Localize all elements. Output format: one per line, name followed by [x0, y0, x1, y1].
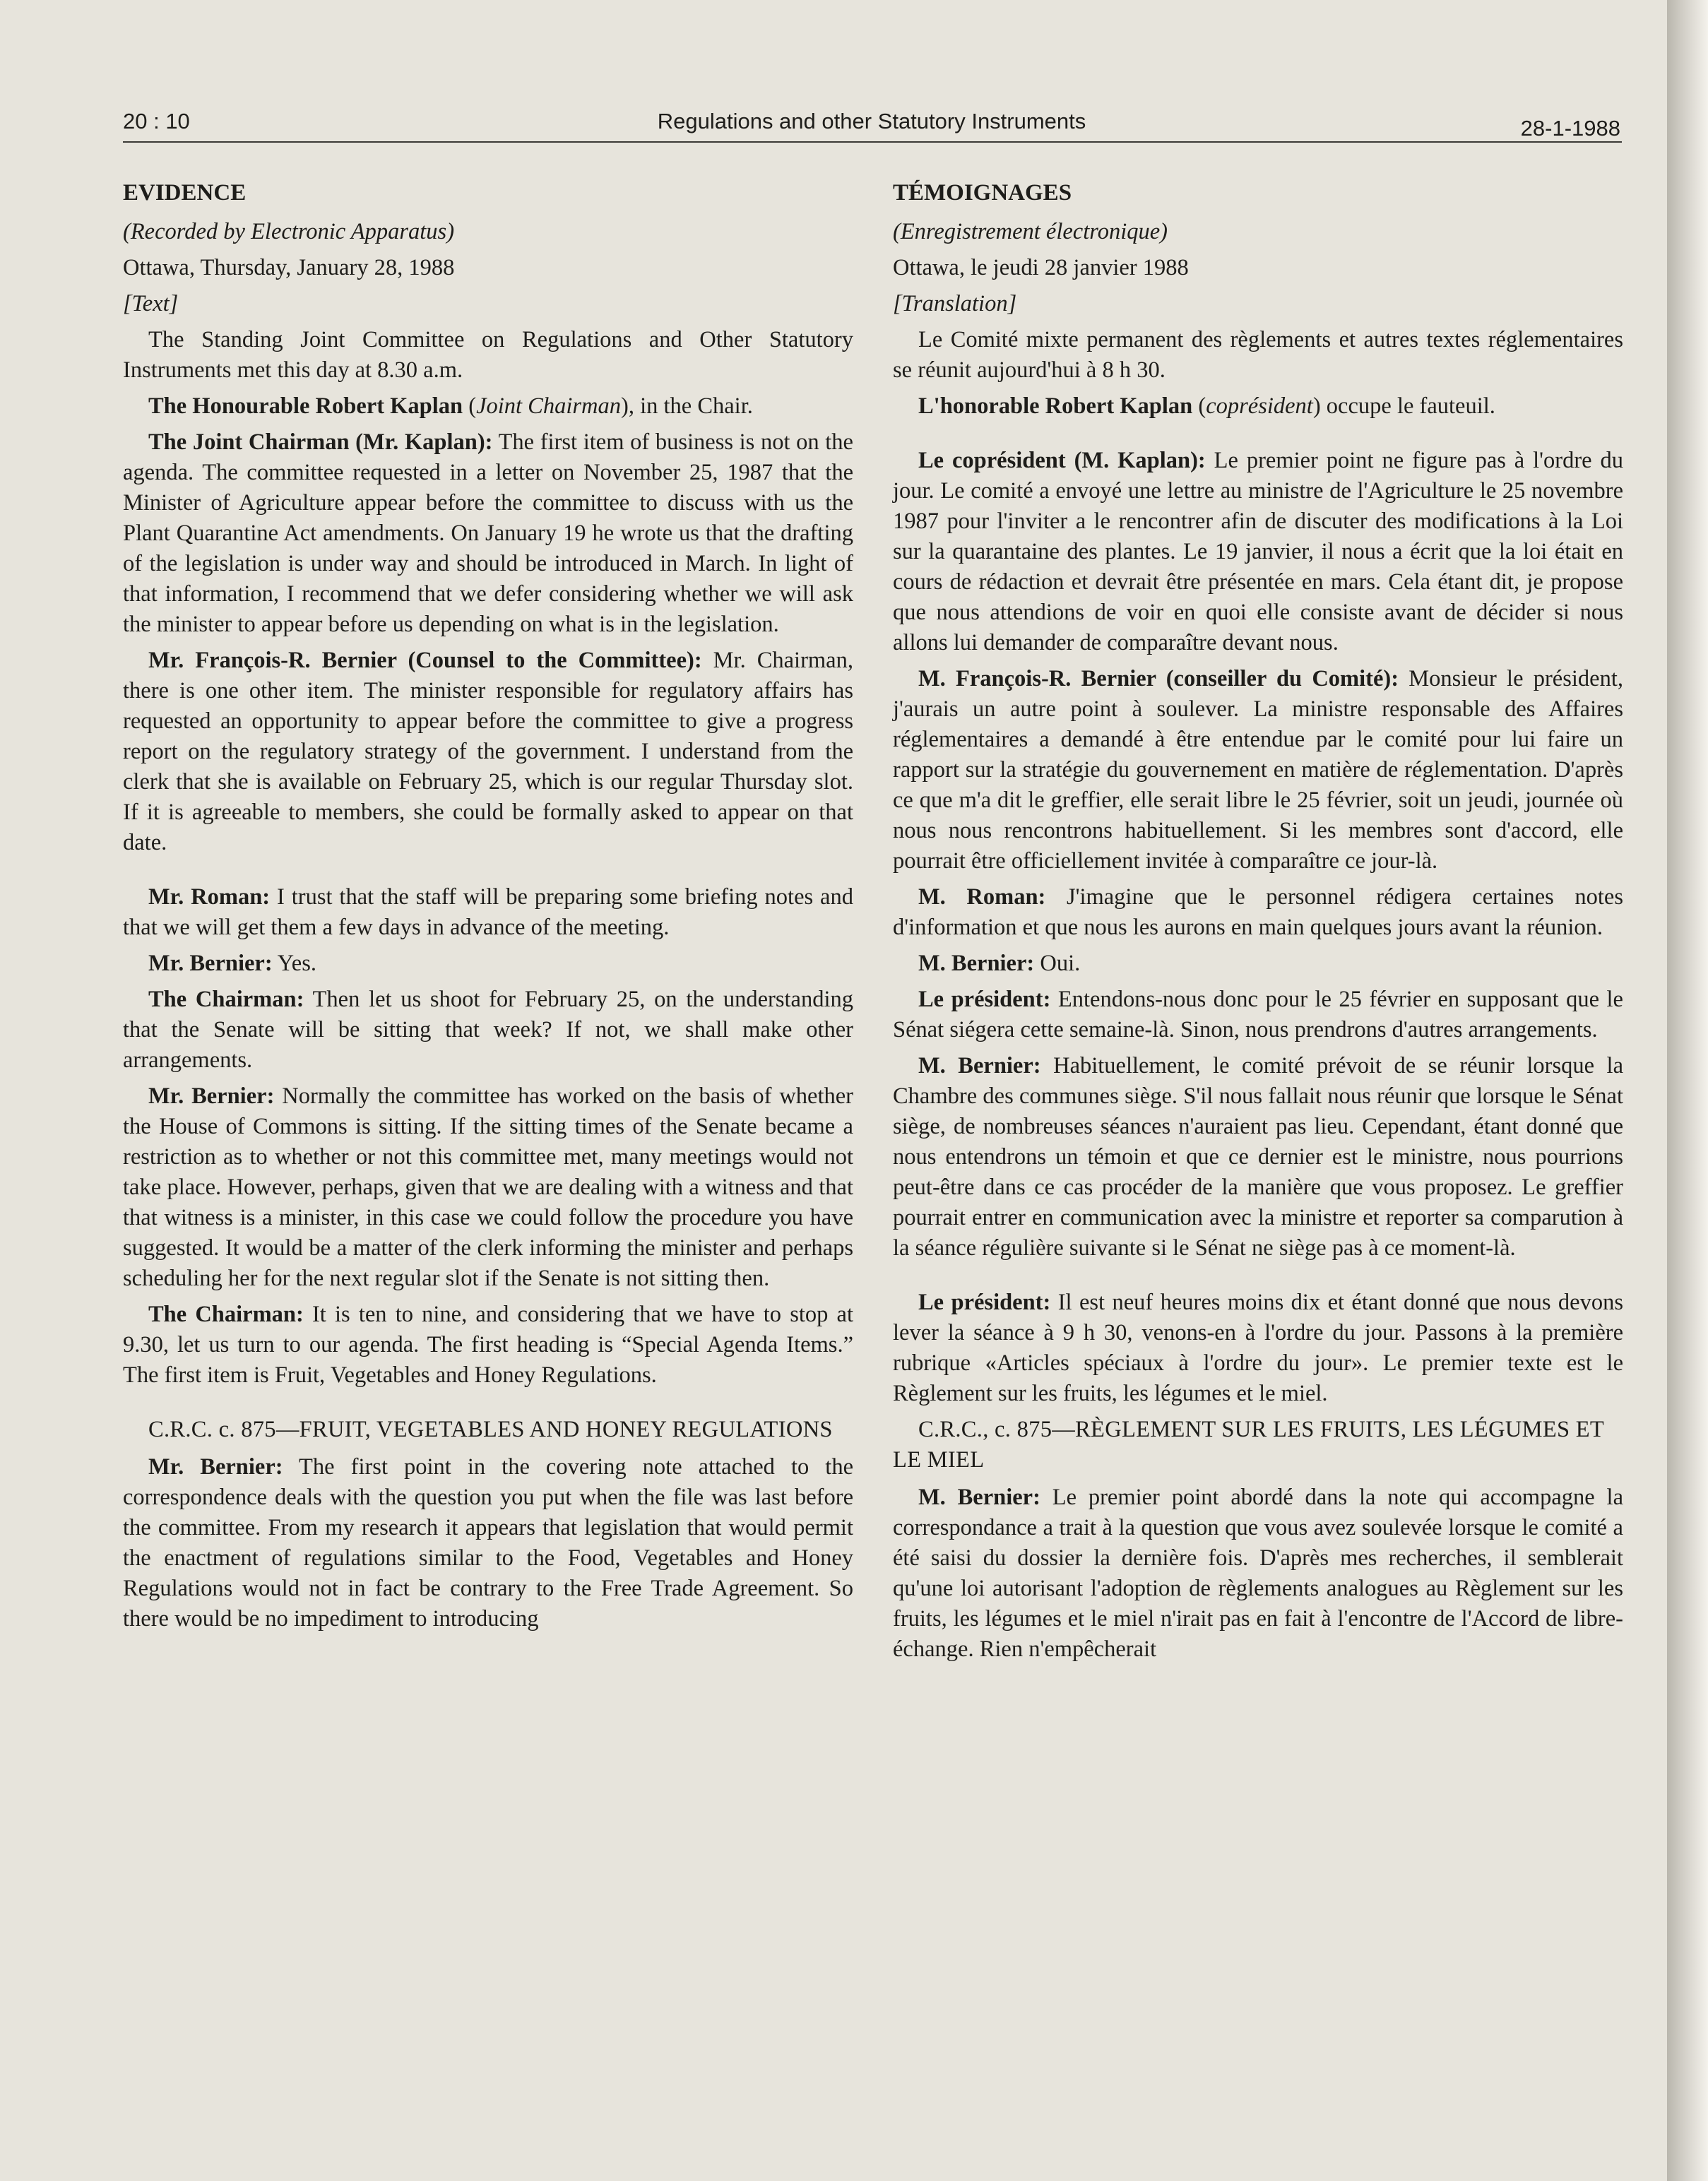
paragraph: M. François-R. Bernier (conseiller du Comité): Monsieur le président, j'aurais un autre point à soulever. La ministre responsable des Affaires réglementaires a demandé à être entendue par le comité pour lui faire un rapport sur la stratégie du gouvernement en matière de réglementation. D'après ce que m'a dit le greffier, elle serait libre le 25 février, soit un jeudi, journée où nous nous rencontrons habituellement. Si les membres sont d'accord, elle pourrait être officiellement invitée à comparaître ce jour-là. [893, 666, 1623, 874]
paragraph: The Standing Joint Committee on Regulations and Other Statutory Instruments met this day at 8.30 a.m. [123, 327, 853, 383]
speaker: M. Bernier: [918, 951, 1035, 976]
paragraph: L'honorable Robert Kaplan (coprésident) occupe le fauteuil. [918, 393, 1495, 419]
speaker: M. François-R. Bernier (conseiller du Comité): [918, 666, 1399, 691]
paragraph: Mr. Roman: I trust that the staff will be preparing some briefing notes and that we will get them a few days in advance of the meeting. [123, 884, 853, 940]
speaker: Le président: [918, 1290, 1051, 1315]
speaker: Mr. Bernier: [148, 1454, 283, 1480]
speaker: M. Roman: [918, 884, 1046, 910]
paragraph: Le président: Il est neuf heures moins dix et étant donné que nous devons lever la séance à 9 h 30, venons-en à l'ordre du jour. Passons à la première rubrique «Articles spéciaux à l'ordre du jour». Le premier texte est le Règlement sur les fruits, les légumes et le miel. [893, 1290, 1623, 1406]
text-label: [Text] [123, 291, 179, 316]
paragraph: The Honourable Robert Kaplan (Joint Chairman), in the Chair. [148, 393, 753, 419]
paragraph: Mr. Bernier: Normally the committee has worked on the basis of whether the House of Commons is sitting. If the sitting times of the Senate became a restriction as to whether or not this committee met, many meetings would not take place. However, perhaps, given that we are dealing with a witness and that that witness is a minister, in this case we could follow the procedure you have suggested. It would be a matter of the clerk informing the minister and perhaps scheduling her for the next regular slot if the Senate is not sitting then. [123, 1083, 853, 1291]
page-edge-shadow [1667, 0, 1708, 2181]
speaker: L'honorable Robert Kaplan [918, 393, 1193, 419]
dateline: Ottawa, le jeudi 28 janvier 1988 [893, 255, 1189, 280]
speaker: The Chairman: [148, 1302, 304, 1327]
paragraph: Le président: Entendons-nous donc pour le 25 février en supposant que le Sénat siégera cette semaine-là. Sinon, nous prendrons d'autres arrangements. [893, 987, 1623, 1042]
speaker: Mr. Roman: [148, 884, 271, 910]
header-date: 28-1-1988 [1520, 116, 1620, 141]
paragraph: Mr. François-R. Bernier (Counsel to the Committee): Mr. Chairman, there is one other item. The minister responsible for regulatory affairs has requested an opportunity to appear before the committee to give a progress report on the regulatory strategy of the government. I understand from the clerk that she is available on February 25, which is our regular Thursday slot. If it is agreeable to members, she could be formally asked to appear on that date. [123, 648, 853, 855]
speaker: Mr. Bernier: [148, 951, 273, 976]
speaker: Mr. François-R. Bernier (Counsel to the Committee): [148, 648, 702, 673]
agenda-item-heading: C.R.C. c. 875—FRUIT, VEGETABLES AND HONEY REGULATIONS [148, 1417, 833, 1442]
speaker: M. Bernier: [918, 1053, 1041, 1078]
speaker-role: coprésident [1206, 393, 1313, 419]
paragraph: M. Bernier: Le premier point abordé dans la note qui accompagne la correspondance a trait à la question que vous avez soulevée lorsque le comité a été saisi du dossier la dernière fois. D'après mes recherches, il semblerait qu'une loi autorisant l'adoption de règlements analogues au Règlement sur les fruits, les légumes et le miel n'irait pas en fait à l'encontre de l'Accord de libre-échange. Rien n'empêcherait [893, 1485, 1623, 1662]
paragraph: The Joint Chairman (Mr. Kaplan): The first item of business is not on the agenda. The committee requested in a letter on November 25, 1987 that the Minister of Agriculture appear before the committee to discuss with us the Plant Quarantine Act amendments. On January 19 he wrote us that the drafting of the legislation is under way and should be introduced in March. In light of that information, I recommend that we defer considering whether we will ask the minister to appear before us depending on what is in the legislation. [123, 429, 853, 637]
paragraph: M. Bernier: Habituellement, le comité prévoit de se réunir lorsque la Chambre des communes siège. S'il nous fallait nous réunir que lorsque le Sénat siège, de nombreuses séances n'auraient pas lieu. Cependant, étant donné que nous entendrons un témoin et que ce dernier est le ministre, nous pourrions peut-être dans ce cas procéder de la manière que vous proposez. Le greffier pourrait entrer en communication avec la ministre et reporter sa comparution à la séance régulière suivante si le Sénat ne siège pas à ce moment-là. [893, 1053, 1623, 1261]
paragraph: Mr. Bernier: Yes. [148, 951, 317, 976]
agenda-item-heading: C.R.C., c. 875—RÈGLEMENT SUR LES FRUITS, LES LÉGUMES ET LE MIEL [893, 1417, 1604, 1473]
speaker: Le coprésident (M. Kaplan): [918, 448, 1206, 473]
speaker: The Honourable Robert Kaplan [148, 393, 463, 419]
speaker: The Joint Chairman (Mr. Kaplan): [148, 429, 493, 455]
running-title: Regulations and other Statutory Instruments [657, 109, 1086, 133]
speaker: The Chairman: [148, 987, 304, 1012]
paragraph: Le Comité mixte permanent des règlements et autres textes réglementaires se réunit aujourd'hui à 8 h 30. [893, 327, 1623, 383]
header-rule [123, 141, 1622, 143]
speaker-role: Joint Chairman [476, 393, 622, 419]
recording-note: (Recorded by Electronic Apparatus) [123, 219, 455, 244]
text-label: [Translation] [893, 291, 1017, 316]
recording-note: (Enregistrement électronique) [893, 219, 1168, 244]
paragraph: The Chairman: It is ten to nine, and considering that we have to stop at 9.30, let us turn to our agenda. The first heading is “Special Agenda Items.” The first item is Fruit, Vegetables and Honey Regulations. [123, 1302, 853, 1388]
speaker: M. Bernier: [918, 1485, 1040, 1510]
page-number: 20 : 10 [123, 109, 190, 133]
paragraph: M. Bernier: Oui. [918, 951, 1081, 976]
french-column [893, 178, 1623, 1670]
paragraph: Le coprésident (M. Kaplan): Le premier point ne figure pas à l'ordre du jour. Le comité a envoyé une lettre au ministre de l'Agriculture le 25 novembre 1987 pour l'inviter a le rencontrer afin de discuter des modifications à la Loi sur la quarantaine des plantes. Le 19 janvier, il nous a écrit que la loi était en cours de rédaction et devrait être présentée en mars. Cela étant dit, je propose que nous attendions de voir en quoi elle consiste avant de décider si nous allons lui demander de comparaître devant nous. [893, 448, 1623, 655]
english-column [123, 178, 853, 1640]
paragraph: Mr. Bernier: The first point in the covering note attached to the correspondence deals with the question you put when the file was last before the committee. From my research it appears that legislation that would permit the enactment of regulations similar to the Food, Vegetables and Honey Regulations would not in fact be contrary to the Free Trade Agreement. So there would be no impediment to introducing [123, 1454, 853, 1632]
speaker: Mr. Bernier: [148, 1083, 275, 1109]
paragraph: The Chairman: Then let us shoot for February 25, on the understanding that the Senate will be sitting that week? If not, we shall make other arrangements. [123, 987, 853, 1073]
section-heading: TÉMOIGNAGES [893, 180, 1072, 206]
running-header [123, 106, 1620, 144]
dateline: Ottawa, Thursday, January 28, 1988 [123, 255, 455, 280]
speaker: Le président: [918, 987, 1051, 1012]
paragraph: M. Roman: J'imagine que le personnel rédigera certaines notes d'information et que nous les aurons en main quelques jours avant la réunion. [893, 884, 1623, 940]
section-heading: EVIDENCE [123, 180, 247, 206]
